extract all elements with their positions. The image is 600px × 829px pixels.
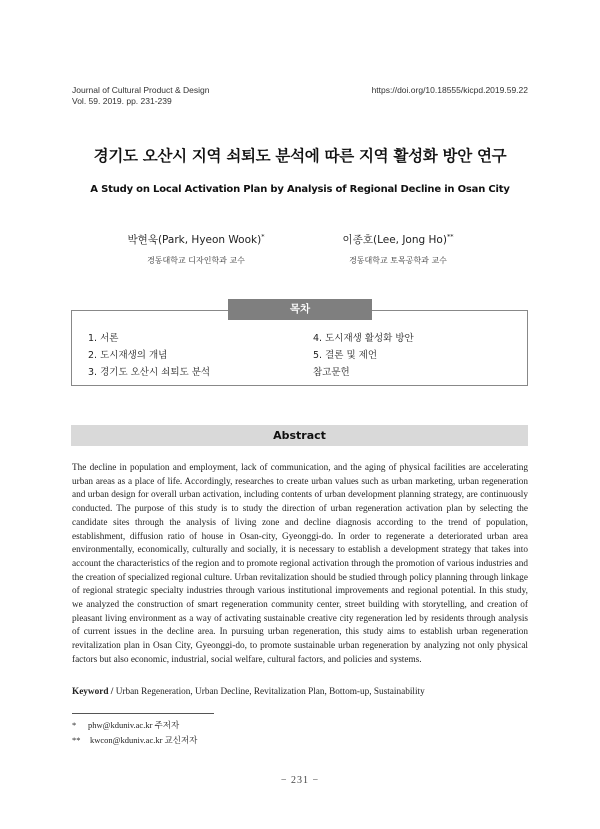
toc-heading: 목차 <box>228 299 372 320</box>
toc-item[interactable]: 3. 경기도 오산시 쇠퇴도 분석 <box>88 367 211 378</box>
author-name: 이종호(Lee, Jong Ho) <box>342 234 447 246</box>
author-name: 박현욱(Park, Hyeon Wook) <box>127 234 262 246</box>
footnote-divider <box>72 713 214 714</box>
author-1 <box>114 232 278 266</box>
doi-link[interactable]: https://doi.org/10.18555/kicpd.2019.59.22 <box>371 85 528 95</box>
journal-header <box>72 85 210 107</box>
toc-item[interactable]: 2. 도시재생의 개념 <box>88 350 168 361</box>
author-affiliation: 경동대학교 토목공학과 교수 <box>349 256 447 265</box>
footnote-1 <box>72 719 179 731</box>
abstract-heading: Abstract <box>71 425 528 446</box>
toc-item[interactable]: 참고문헌 <box>313 367 350 378</box>
toc-right-column <box>313 330 414 381</box>
keyword-text: Urban Regeneration, Urban Decline, Revitalization Plan, Bottom-up, Sustainability <box>115 687 425 697</box>
author-affiliation: 경동대학교 디자인학과 교수 <box>147 256 245 265</box>
author-mark: * <box>261 232 265 241</box>
keywords <box>72 687 528 697</box>
journal-name: Journal of Cultural Product & Design <box>72 85 210 95</box>
footnote-mark: * <box>72 720 77 730</box>
page-number: − 231 − <box>280 775 320 786</box>
footnote-2 <box>72 734 197 746</box>
author-2 <box>318 232 478 266</box>
toc-item[interactable]: 1. 서론 <box>88 333 119 344</box>
toc-item[interactable]: 5. 결론 및 제언 <box>313 350 378 361</box>
abstract-body: The decline in population and employment, lack of communication, and the aging of physical facilities are accelerating urban areas as a place of life. Accordingly, researches to create urban values such as urban marketing, urban regeneration and urban design for overall urban activation, including contents of urban development planning strategy, are continuously conducted. The purpose of this study is to study the direction of urban regeneration activation plan by selecting the candidate sites through the analysis of living zone and decline diagnosis according to the trend of population, establishment, diffusion ratio of house in Osan-city, Gyeonggi-do. In order to regenerate a deteriorated urban area environmentally, economically, culturally and socially, it is necessary to establish a development strategy that takes into account the characteristics of the region and to promote regional activation through the promotion of various industries and the creation of specialized regional culture. Urban revitalization should be studied through policy planning through linkage of regional strategic specialty industries through various institutional improvements and regional potential. In this study, we analyzed the construction of smart regeneration community center, street building with storytelling, and creation of pleasant living environment as a way of activating sustainable creative city regeneration led by residents through analysis of current issues in the decline area. In pursuing urban regeneration, this study aims to establish urban regeneration revitalization plan in Osan City, Gyeonggi-do, to promote sustainable urban regeneration by analyzing not only physical factors but also economic, industrial, social welfare, cultural factors, and policies and systems. <box>72 463 528 665</box>
journal-volume: Vol. 59. 2019. pp. 231-239 <box>72 96 172 106</box>
footnote-mark: ** <box>72 735 81 745</box>
toc-left-column <box>88 330 210 381</box>
footnote-text: phw@kduniv.ac.kr 주저자 <box>88 720 180 730</box>
keyword-label: Keyword / <box>72 687 114 697</box>
paper-title-korean: 경기도 오산시 지역 쇠퇴도 분석에 따른 지역 활성화 방안 연구 <box>93 147 507 165</box>
paper-title-english: A Study on Local Activation Plan by Analysis of Regional Decline in Osan City <box>90 184 510 195</box>
toc-item[interactable]: 4. 도시재생 활성화 방안 <box>313 333 414 344</box>
author-mark: ** <box>446 232 454 241</box>
footnote-text: kwcon@kduniv.ac.kr 교신저자 <box>90 735 198 745</box>
